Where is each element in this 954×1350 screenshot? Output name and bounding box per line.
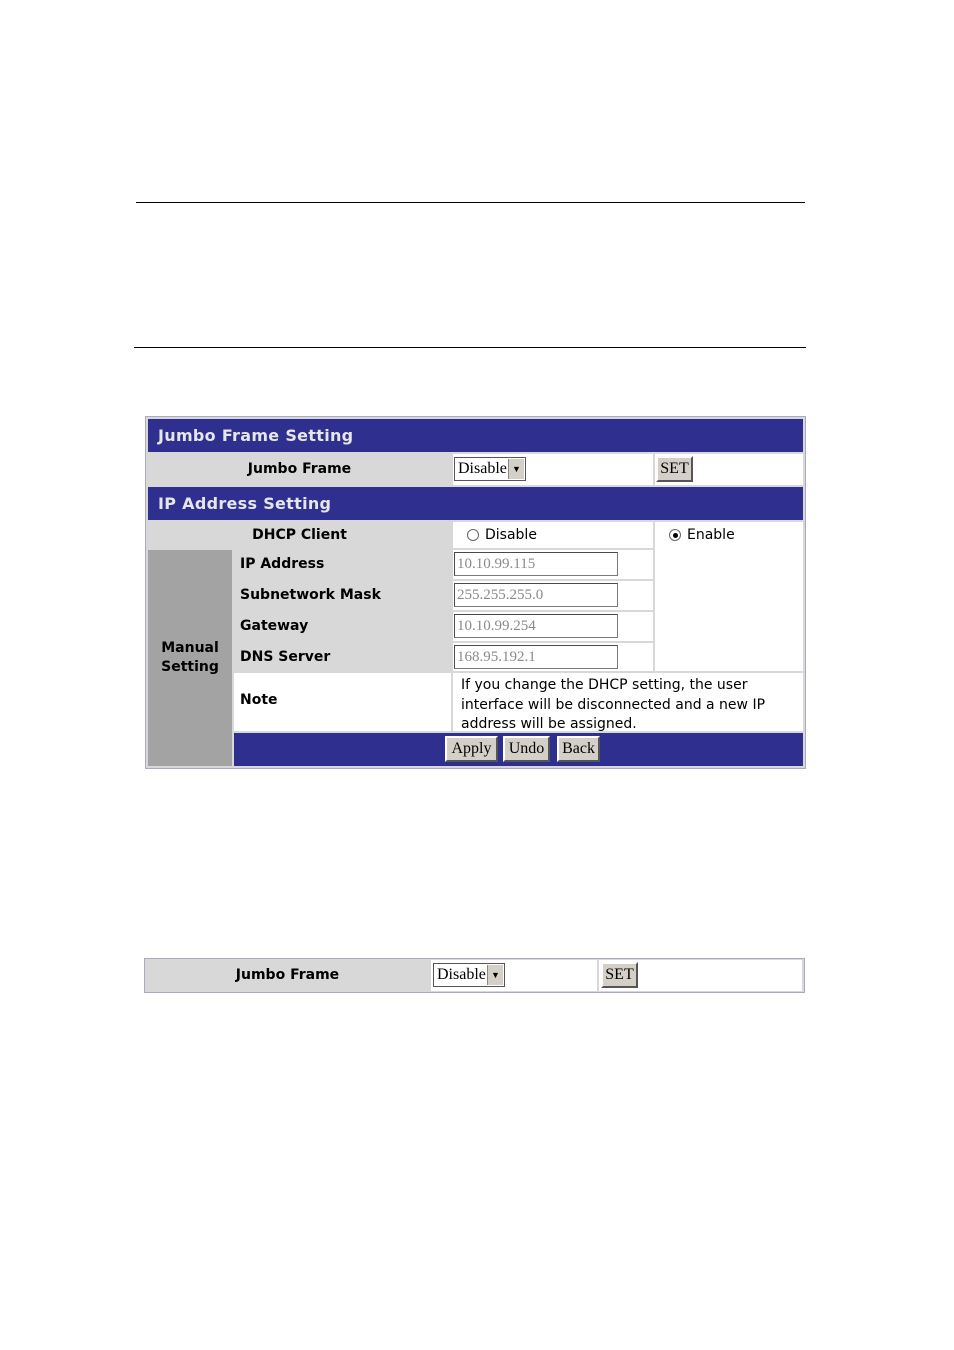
dns-server-cell <box>453 643 653 671</box>
jumbo-frame-select-cell <box>453 454 653 485</box>
ip-address-cell <box>453 550 653 579</box>
subnet-mask-input[interactable]: 255.255.255.0 <box>454 583 618 607</box>
dhcp-disable-radio[interactable] <box>467 529 479 541</box>
subnet-mask-cell <box>453 581 653 610</box>
action-bar <box>234 733 803 766</box>
gateway-label: Gateway <box>234 612 451 641</box>
chevron-down-icon[interactable]: ▼ <box>487 965 503 985</box>
jumbo-standalone-label: Jumbo Frame <box>146 960 429 991</box>
dhcp-enable-cell <box>655 522 803 671</box>
jumbo-standalone-set-cell <box>599 960 802 991</box>
jumbo-standalone-select-value: Disable <box>437 966 486 983</box>
chevron-down-icon[interactable]: ▼ <box>508 459 524 479</box>
jumbo-frame-standalone <box>144 958 805 993</box>
jumbo-standalone-set-button[interactable]: SET <box>601 962 638 988</box>
ip-address-input[interactable]: 10.10.99.115 <box>454 552 618 576</box>
dns-server-input[interactable]: 168.95.192.1 <box>454 645 618 669</box>
settings-panel <box>145 416 806 769</box>
jumbo-frame-label: Jumbo Frame <box>148 454 451 485</box>
back-button[interactable]: Back <box>557 736 600 762</box>
undo-button[interactable]: Undo <box>503 736 550 762</box>
dhcp-enable-radio[interactable] <box>669 529 681 541</box>
jumbo-frame-select-value: Disable <box>458 460 507 477</box>
jumbo-frame-select[interactable] <box>454 457 526 481</box>
jumbo-frame-set-cell <box>655 454 803 485</box>
dhcp-enable-label: Enable <box>687 527 735 543</box>
jumbo-set-button[interactable]: SET <box>656 456 693 482</box>
dhcp-disable-cell <box>453 522 653 548</box>
manual-setting-label: Manual Setting <box>148 550 232 766</box>
jumbo-standalone-select[interactable] <box>433 963 505 987</box>
dns-server-label: DNS Server <box>234 643 451 671</box>
ip-address-label: IP Address <box>234 550 451 579</box>
top-divider <box>136 202 805 203</box>
subnet-mask-label: Subnetwork Mask <box>234 581 451 610</box>
ip-address-header: IP Address Setting <box>148 487 803 520</box>
jumbo-frame-header: Jumbo Frame Setting <box>148 419 803 452</box>
apply-button[interactable]: Apply <box>445 736 498 762</box>
note-label: Note <box>240 692 278 708</box>
second-divider <box>134 347 806 348</box>
dhcp-disable-label: Disable <box>485 527 537 543</box>
note-text: If you change the DHCP setting, the user interface will be disconnected and a new IP address will be assigned. <box>453 673 803 731</box>
gateway-cell <box>453 612 653 641</box>
gateway-input[interactable]: 10.10.99.254 <box>454 614 618 638</box>
jumbo-standalone-select-cell <box>431 960 597 991</box>
dhcp-client-label: DHCP Client <box>148 522 451 548</box>
note-label-cell <box>234 673 451 731</box>
